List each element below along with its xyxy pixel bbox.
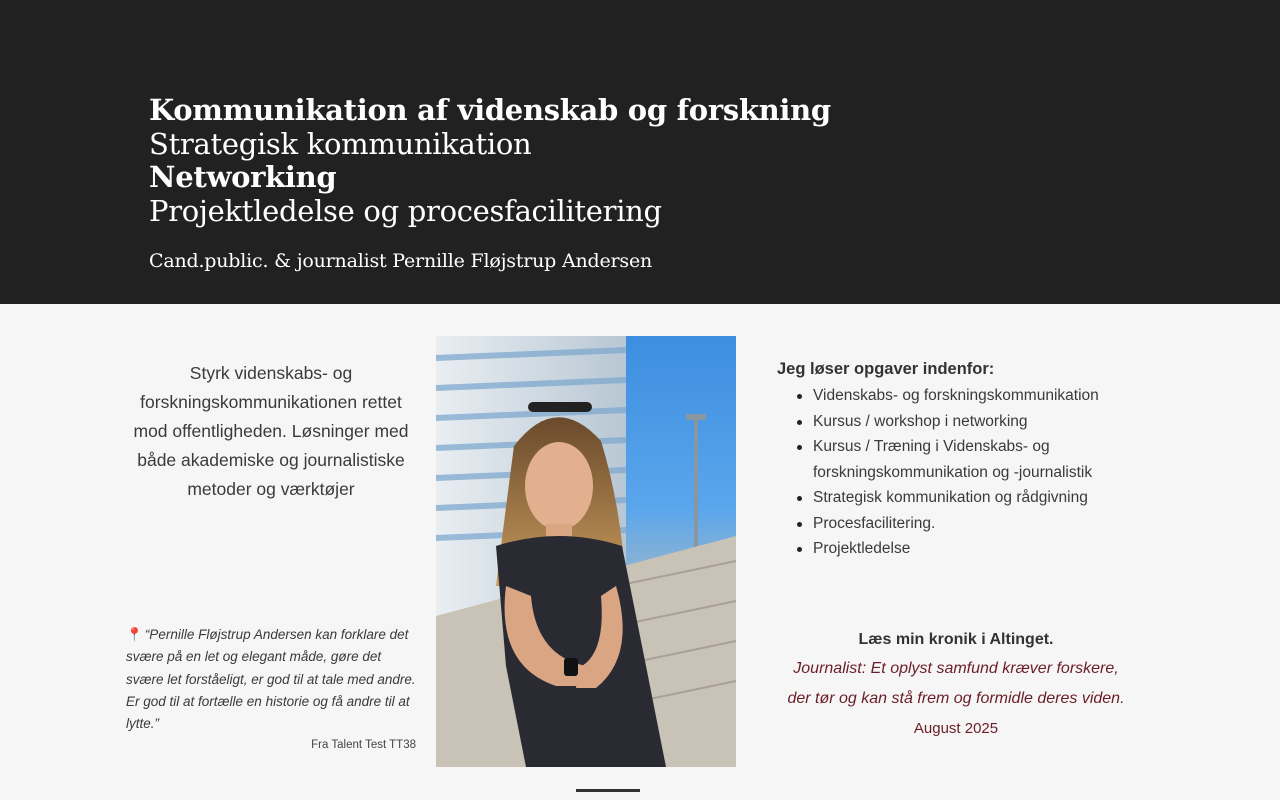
list-item: Kursus / Træning i Videnskabs- og forskningskommunikation og -journalistik: [795, 434, 1157, 485]
list-item: Videnskabs- og forskningskommunikation: [795, 383, 1157, 409]
list-item: Strategisk kommunikation og rådgivning: [795, 485, 1157, 511]
hero-subtitle: Cand.public. & journalist Pernille Fløjstrup Andersen: [149, 250, 653, 272]
testimonial-quote: [126, 624, 418, 735]
list-item: Kursus / workshop i networking: [795, 409, 1157, 435]
services-title: Jeg løser opgaver indenfor:: [777, 360, 995, 378]
portrait-illustration: [436, 336, 736, 767]
pin-icon: 📍: [126, 627, 143, 642]
kronik-link[interactable]: [770, 654, 1142, 714]
kronik-lead: Læs min kronik i Altinget.: [858, 631, 1054, 648]
hero-line-3: Networking: [149, 160, 337, 194]
hero-line-2: Strategisk kommunikation: [149, 126, 532, 161]
services-list: [795, 383, 1157, 562]
hero-banner: [0, 0, 1280, 304]
list-item: Projektledelse: [795, 536, 1157, 562]
kronik-link-line-1: Journalist: Et oplyst samfund kræver forskere,: [793, 660, 1119, 677]
kronik-link-line-2: der tør og kan stå frem og formidle deres viden.: [787, 690, 1125, 707]
services-section: [777, 360, 1157, 562]
hero-line-1: Kommunikation af videnskab og forskning: [149, 93, 831, 127]
testimonial-source: Fra Talent Test TT38: [311, 739, 416, 751]
section-divider: [576, 789, 640, 792]
hero-headline: [149, 94, 831, 228]
kronik-section: [770, 626, 1142, 744]
testimonial-text: “Pernille Fløjstrup Andersen kan forklare det svære på en let og elegant måde, gøre det svære let forståeligt, er god til at tale med andre. Er god til at fortælle en historie og få andre til at lytte.”: [126, 627, 416, 732]
list-item: Procesfacilitering.: [795, 511, 1157, 537]
kronik-date: August 2025: [913, 720, 999, 737]
intro-text: Styrk videnskabs- og forskningskommunikationen rettet mod offentligheden. Løsninger med både akademiske og journalistiske metoder og værktøjer: [133, 363, 409, 499]
hero-line-4: Projektledelse og procesfacilitering: [149, 193, 662, 228]
portrait-photo: [436, 336, 736, 767]
